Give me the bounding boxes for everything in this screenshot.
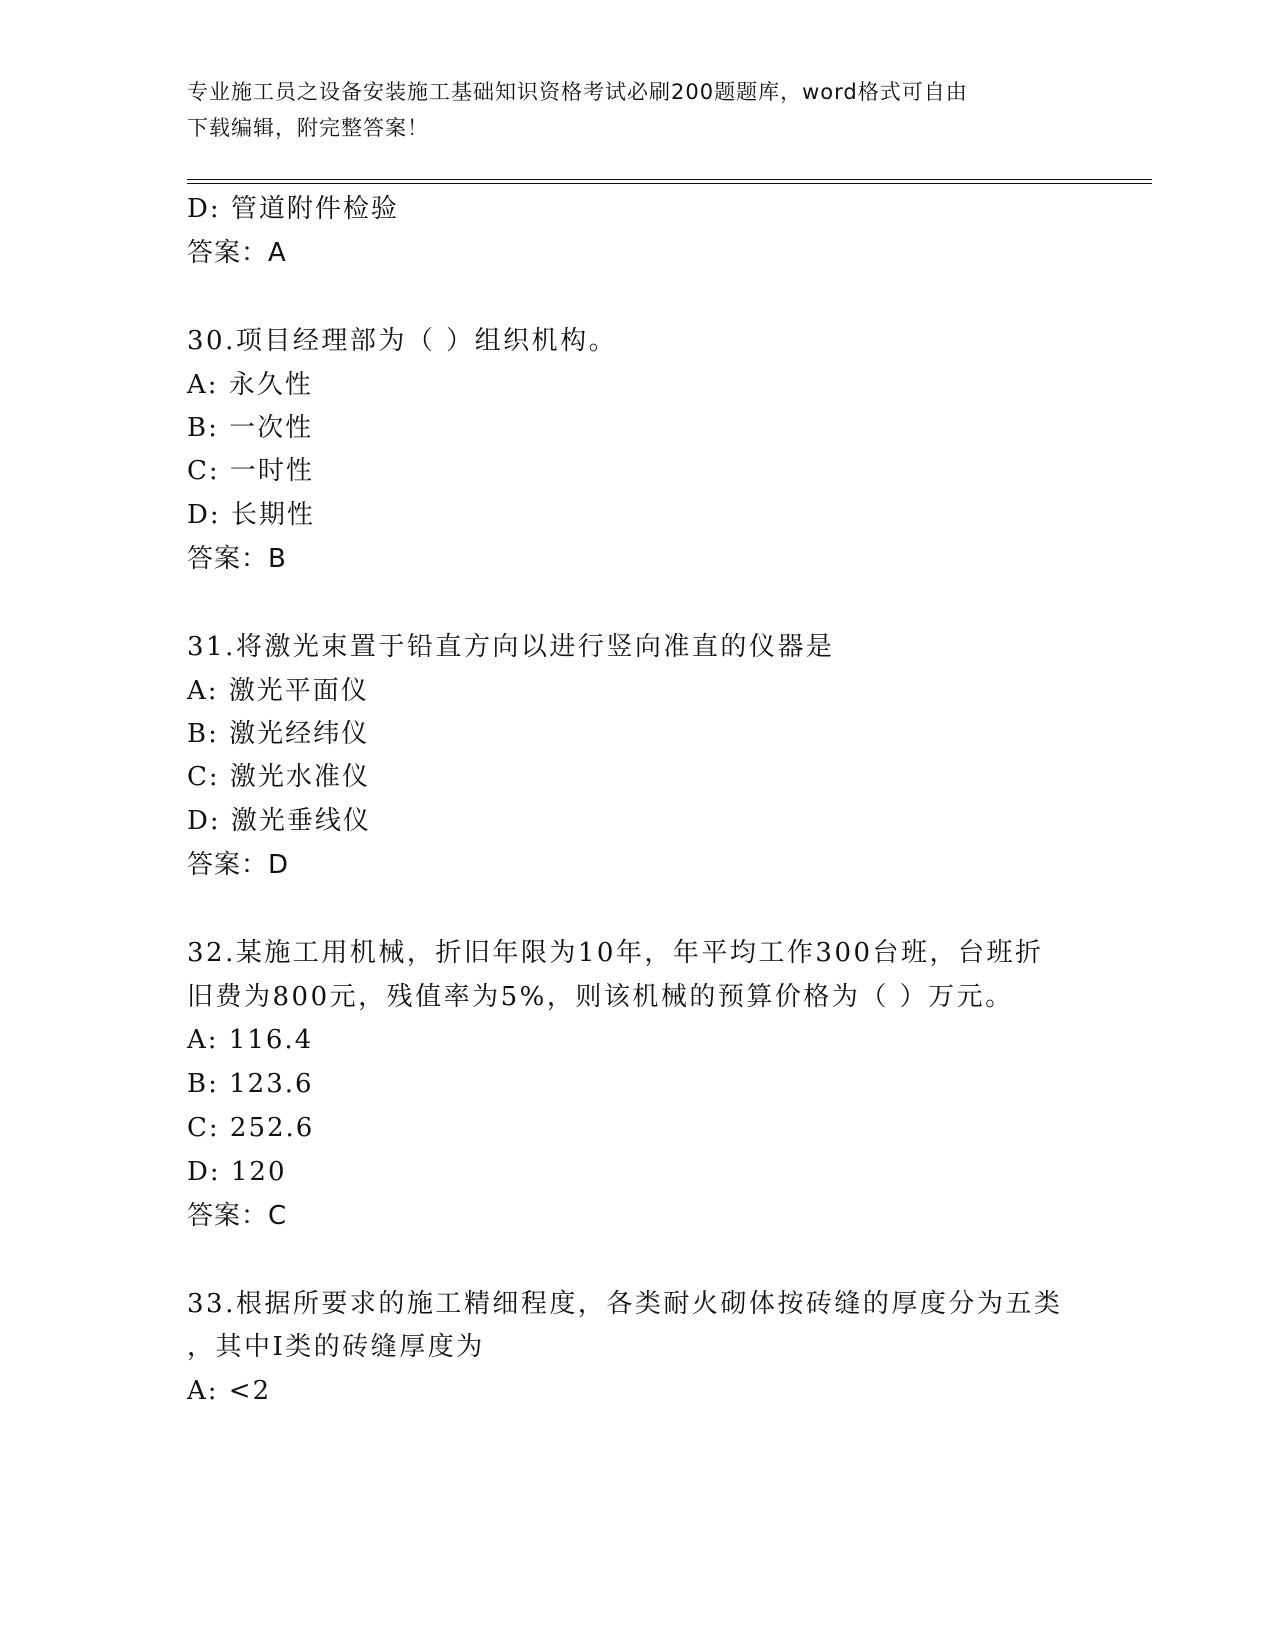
q31-question: 31.将激光束置于铅直方向以进行竖向准直的仪器是 xyxy=(187,632,835,662)
header-divider-bottom xyxy=(187,183,1152,184)
header-line-2: 下载编辑，附完整答案！ xyxy=(187,116,429,140)
q29-option-d: D: 管道附件检验 xyxy=(187,194,399,224)
document-header xyxy=(187,74,1067,146)
q30-answer: 答案：B xyxy=(187,544,287,574)
q30-option-a: A: 永久性 xyxy=(187,370,313,400)
q32-option-d: D: 120 xyxy=(187,1157,287,1187)
header-divider-top xyxy=(187,179,1152,180)
q32-answer: 答案：C xyxy=(187,1201,288,1231)
q31-answer: 答案：D xyxy=(187,850,290,880)
q31-option-b: B: 激光经纬仪 xyxy=(187,719,370,749)
q33-question-line-2: ，其中Ⅰ类的砖缝厚度为 xyxy=(187,1332,485,1362)
q31-option-d: D: 激光垂线仪 xyxy=(187,806,371,836)
q30-option-b: B: 一次性 xyxy=(187,413,314,443)
q30-question: 30.项目经理部为（ ）组织机构。 xyxy=(187,326,618,356)
q33-option-a: A: <2 xyxy=(187,1376,272,1406)
header-line-1: 专业施工员之设备安装施工基础知识资格考试必刷200题题库，word格式可自由 xyxy=(187,80,968,104)
q32-option-c: C: 252.6 xyxy=(187,1113,315,1143)
q33-question-line-1: 33.根据所要求的施工精细程度，各类耐火砌体按砖缝的厚度分为五类 xyxy=(187,1289,1063,1319)
q32-option-b: B: 123.6 xyxy=(187,1069,314,1099)
q32-option-a: A: 116.4 xyxy=(187,1025,314,1055)
q32-question-line-2: 旧费为800元，残值率为5%，则该机械的预算价格为（ ）万元。 xyxy=(187,982,1014,1012)
q30-option-c: C: 一时性 xyxy=(187,456,314,486)
q30-option-d: D: 长期性 xyxy=(187,500,315,530)
q29-answer: 答案：A xyxy=(187,238,287,268)
q31-option-a: A: 激光平面仪 xyxy=(187,676,369,706)
q32-question-line-1: 32.某施工用机械，折旧年限为10年，年平均工作300台班，台班折 xyxy=(187,938,1044,968)
q31-option-c: C: 激光水准仪 xyxy=(187,762,370,792)
